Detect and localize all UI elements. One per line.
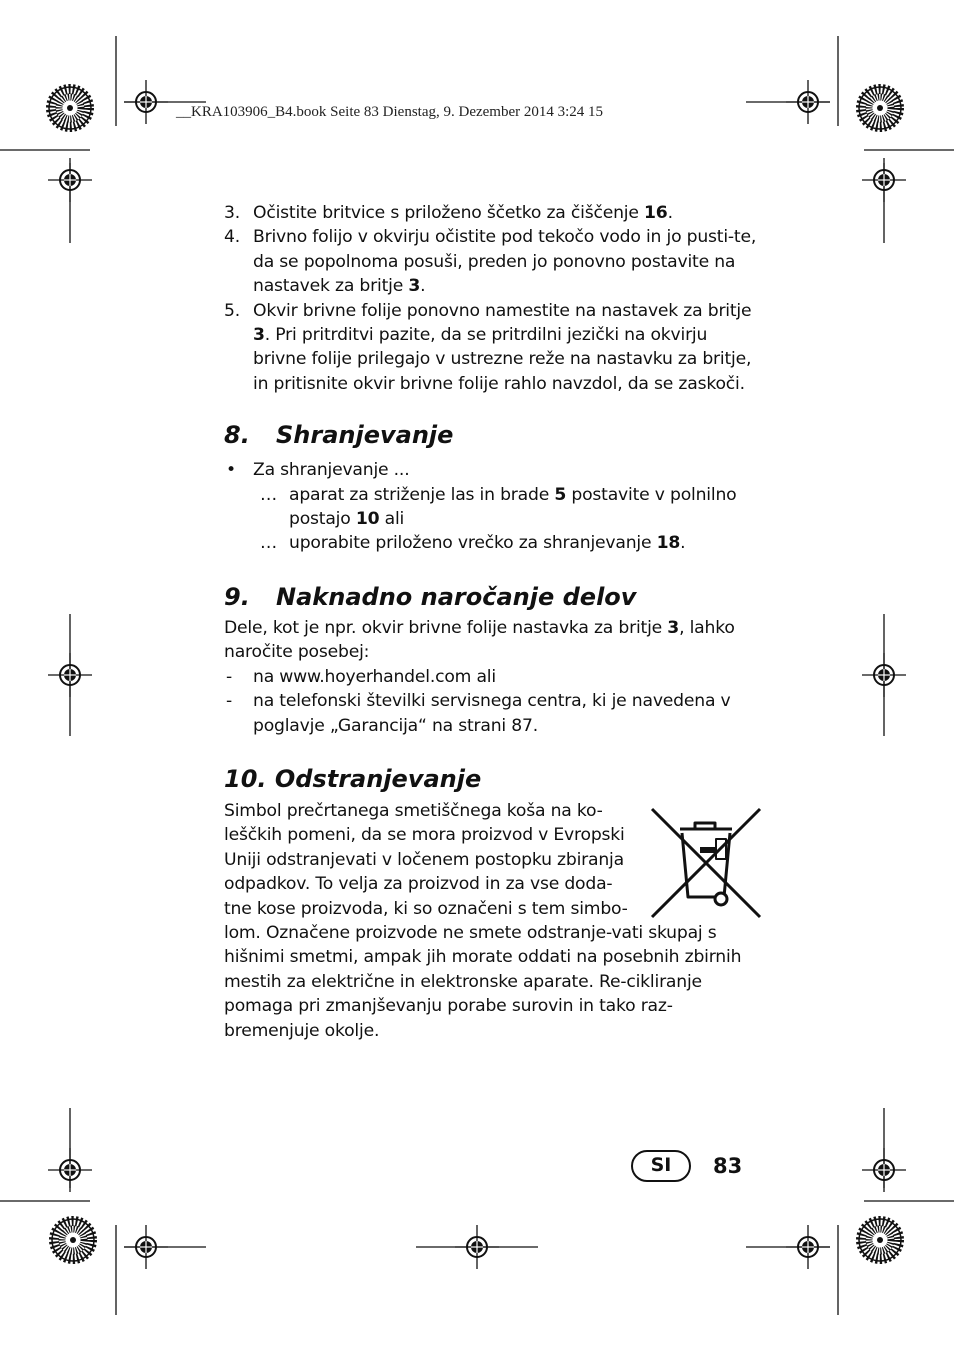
step-item	[224, 201, 764, 225]
step-text-end: .	[420, 276, 426, 297]
page-content	[224, 201, 764, 1043]
ordering-intro	[224, 616, 764, 665]
step-text-end: .	[667, 203, 673, 223]
ellipsis-icon: …	[260, 533, 277, 554]
part-ref: 18	[656, 533, 681, 554]
step-number: 4.	[224, 227, 240, 248]
part-ref: 10	[355, 509, 380, 530]
list-item	[224, 531, 764, 555]
part-ref: 16	[644, 203, 668, 223]
list-item	[224, 665, 764, 689]
step-text: Okvir brivne folije ponovno namestite na nastavek za britje	[253, 300, 752, 321]
ellipsis-icon: …	[260, 484, 277, 505]
section-heading-storage	[224, 420, 764, 450]
ordering-text: Dele, kot je npr. okvir brivne folije nastavka za britje	[224, 617, 668, 638]
bullet-icon: •	[226, 460, 236, 481]
list-item	[224, 483, 764, 532]
step-text: Brivno folijo v okvirju očistite pod tekočo vodo in jo pusti-te, da se popolnoma posuši, preden jo ponovno postavite na nastavek za britje	[253, 227, 757, 297]
storage-item-text: aparat za striženje las in brade	[289, 484, 555, 505]
section-title: Shranjevanje	[276, 421, 454, 450]
part-ref: 5	[554, 484, 567, 505]
storage-item-text: postavite v polnilno postajo	[289, 484, 737, 530]
storage-item-text: uporabite priloženo vrečko za shranjevanje	[289, 533, 657, 554]
page-number: 83	[713, 1154, 743, 1178]
ordering-option-web: na www.hoyerhandel.com ali	[253, 666, 496, 687]
running-head: __KRA103906_B4.book Seite 83 Dienstag, 9. Dezember 2014 3:24 15	[176, 104, 604, 120]
section-number: 9.	[224, 582, 250, 611]
list-item	[224, 458, 764, 482]
step-text: Očistite britvice s priloženo ščetko za čiščenje	[253, 203, 645, 223]
step-number: 5.	[224, 300, 240, 321]
part-ref: 3	[408, 276, 421, 297]
storage-intro: Za shranjevanje ...	[253, 460, 410, 481]
part-ref: 3	[667, 617, 680, 638]
part-ref: 3	[253, 325, 265, 346]
dash-icon: -	[226, 691, 233, 712]
step-text-end: . Pri pritrditvi pazite, da se pritrdilni jezički na okvirju brivne folije prilegajo v ustrezne reže na nastavku za britje, in pritisnite okvir brivne folije rahlo navzdol, da se zaskoči.	[253, 325, 752, 394]
crossed-out-wheelie-bin-icon	[648, 805, 764, 921]
ordering-text: , lahko naročite posebej:	[224, 617, 735, 663]
language-badge: SI	[631, 1150, 691, 1182]
ordering-option-phone: na telefonski številki servisnega centra, ki je navedena v poglavje „Garancija“ na strani 87.	[253, 691, 731, 736]
step-item	[224, 299, 764, 397]
section-heading-ordering	[224, 582, 764, 612]
section-number: 8.	[224, 421, 250, 450]
list-item	[224, 689, 764, 738]
section-title: Naknadno naročanje delov	[276, 582, 637, 611]
section-number: 10.	[224, 764, 267, 793]
storage-item-text: .	[680, 533, 686, 554]
section-heading-disposal	[224, 764, 764, 794]
step-item	[224, 225, 764, 298]
section-title: Odstranjevanje	[274, 764, 482, 793]
disposal-body: Simbol prečrtanega smetiščnega koša na ko-leščkih pomeni, da se mora proizvod v Evropski Uniji odstranjevati v ločenem postopku zbiranja odpadkov. To velja za proizvod in za vse doda-tne kose proizvoda, ki so označeni s tem simbo-lom. Označene proizvode ne smete odstranje-vati skupaj s hišnimi smetmi, ampak jih morate oddati na posebnih zbirnih mestih za električne in elektronske aparate. Re-cikliranje pomaga pri zmanjševanju porabe surovin in tako raz-bremenjuje okolje.	[224, 800, 742, 1041]
cleaning-steps	[224, 201, 764, 396]
dash-icon: -	[226, 666, 233, 687]
step-number: 3.	[224, 203, 240, 223]
storage-item-text: ali	[379, 509, 405, 530]
